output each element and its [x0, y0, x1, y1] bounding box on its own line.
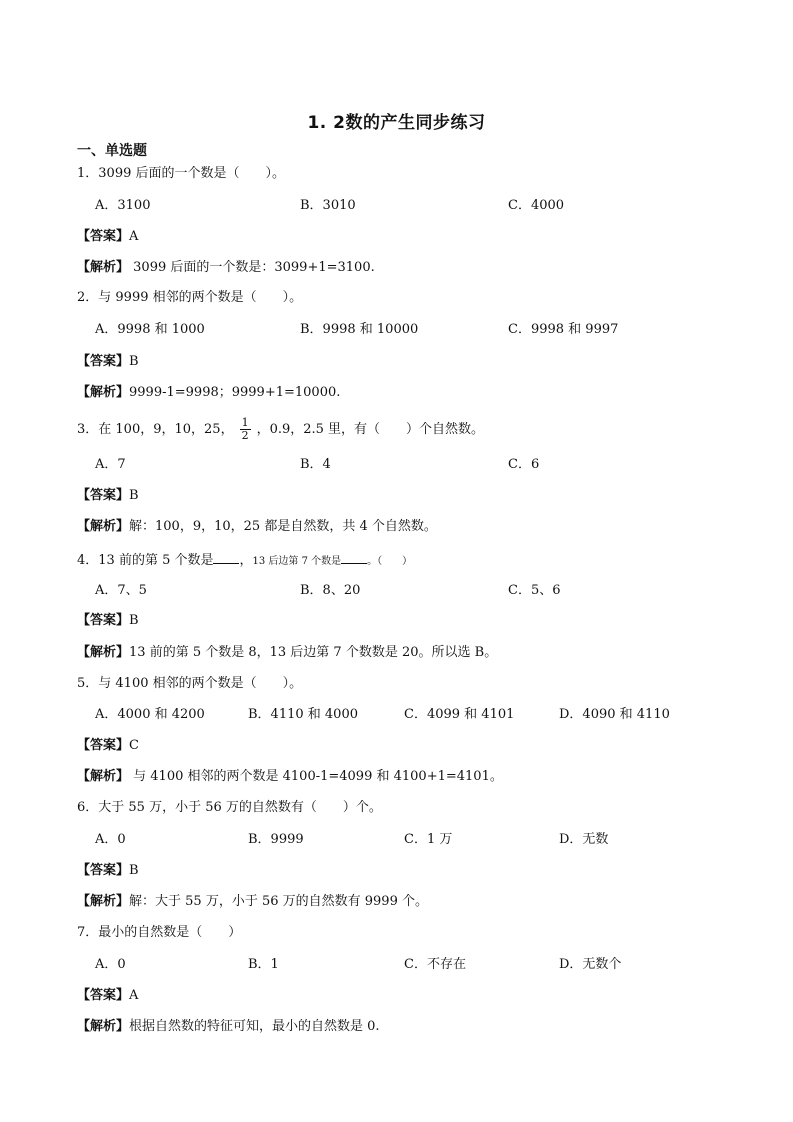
answer-value: A [129, 229, 139, 244]
option-b: B．3010 [300, 198, 356, 213]
analysis-text: 9999-1=9998；9999+1=10000. [129, 385, 341, 400]
option-c: C．4000 [508, 198, 565, 213]
answer-value: A [129, 988, 139, 1003]
option-b: B．4110 和 4000 [248, 707, 358, 722]
options-row [95, 321, 775, 339]
options-row [95, 582, 775, 600]
fraction-denominator: 2 [241, 429, 249, 442]
option-c: C．不存在 [404, 957, 466, 972]
option-c: C．6 [508, 457, 540, 472]
answer-label: 【答案】 [77, 863, 130, 878]
option-a: A．0 [95, 957, 126, 972]
analysis-text: 解：大于 55 万，小于 56 万的自然数有 9999 个。 [129, 894, 428, 909]
answer-label: 【答案】 [77, 354, 130, 369]
fill-blank [341, 550, 367, 564]
analysis-line [77, 893, 428, 911]
answer-value: B [129, 613, 139, 628]
option-c: C．1 万 [404, 832, 453, 847]
question-stem: 1．3099 后面的一个数是（ ）。 [77, 166, 285, 181]
option-b: B．1 [248, 957, 279, 972]
answer-label: 【答案】 [77, 613, 130, 628]
option-b: B．9999 [248, 832, 304, 847]
analysis-label: 【解析】 [77, 769, 130, 784]
analysis-label: 【解析】 [77, 519, 130, 534]
answer-label: 【答案】 [77, 988, 130, 1003]
stem-part: 4．13 前的第 5 个数是 [77, 553, 214, 568]
option-a: A．9998 和 1000 [95, 322, 205, 337]
options-row [95, 831, 775, 849]
analysis-line [77, 384, 340, 402]
stem-after-fraction: ，0.9，2.5 里，有（ ）个自然数。 [256, 422, 485, 437]
options-row [95, 706, 775, 724]
question-stem: 6．大于 55 万，小于 56 万的自然数有（ ）个。 [77, 800, 382, 815]
option-a: A．0 [95, 832, 126, 847]
answer-label: 【答案】 [77, 738, 130, 753]
question-stem: 5．与 4100 相邻的两个数是（ ）。 [77, 676, 303, 691]
answer-value: B [129, 488, 139, 503]
stem-before-fraction: 3．在 100，9，10，25， [77, 422, 234, 437]
answer-line [77, 862, 139, 880]
option-a: A．4000 和 4200 [95, 707, 205, 722]
question-stem [77, 550, 412, 571]
options-row [95, 956, 775, 974]
analysis-line [77, 644, 497, 662]
answer-line [77, 987, 138, 1005]
analysis-label: 【解析】 [77, 260, 130, 275]
analysis-text: 与 4100 相邻的两个数是 4100-1=4099 和 4100+1=4101。 [129, 769, 503, 784]
analysis-text: 3099 后面的一个数是：3099+1=3100. [129, 260, 375, 275]
question-stem: 2．与 9999 相邻的两个数是（ ）。 [77, 290, 303, 305]
answer-line [77, 612, 139, 630]
analysis-text: 解：100，9，10，25 都是自然数，共 4 个自然数。 [129, 519, 437, 534]
option-d: D．无数 [559, 832, 609, 847]
answer-label: 【答案】 [77, 229, 130, 244]
answer-value: B [129, 354, 139, 369]
stem-small-text: 13 后边第 7 个数是 [252, 556, 342, 567]
option-a: A．3100 [95, 198, 151, 213]
page-title: 1. 2数的产生同步练习 [307, 113, 486, 133]
answer-line [77, 487, 139, 505]
options-row [95, 456, 775, 474]
analysis-label: 【解析】 [77, 385, 130, 400]
question-stem: 7．最小的自然数是（ ） [77, 925, 242, 940]
option-b: B．8、20 [300, 583, 361, 598]
section-title: 一、单选题 [77, 143, 147, 159]
answer-line [77, 228, 138, 246]
analysis-text: 根据自然数的特征可知，最小的自然数是 0. [129, 1019, 380, 1034]
fraction-numerator: 1 [241, 416, 249, 429]
stem-part: 。（ ） [367, 556, 413, 567]
option-b: B．9998 和 10000 [300, 322, 419, 337]
answer-line [77, 353, 139, 371]
options-row [95, 197, 775, 215]
fill-blank [213, 550, 239, 564]
option-d: D．4090 和 4110 [559, 707, 670, 722]
answer-line [77, 737, 139, 755]
analysis-line [77, 768, 503, 786]
answer-label: 【答案】 [77, 488, 130, 503]
analysis-label: 【解析】 [77, 1019, 130, 1034]
analysis-line [77, 259, 375, 277]
option-c: C．5、6 [508, 583, 561, 598]
analysis-line [77, 518, 437, 536]
option-b: B．4 [300, 457, 331, 472]
analysis-label: 【解析】 [77, 645, 130, 660]
option-d: D．无数个 [559, 957, 622, 972]
option-a: A．7 [95, 457, 126, 472]
answer-value: B [129, 863, 139, 878]
analysis-text: 13 前的第 5 个数是 8，13 后边第 7 个数数是 20。所以选 B。 [129, 645, 498, 660]
fraction [240, 417, 251, 442]
option-c: C．9998 和 9997 [508, 322, 619, 337]
answer-value: C [129, 738, 139, 753]
analysis-line [77, 1018, 380, 1036]
question-stem [77, 416, 484, 444]
option-a: A．7、5 [95, 583, 147, 598]
stem-part: ， [239, 553, 253, 568]
analysis-label: 【解析】 [77, 894, 130, 909]
option-c: C．4099 和 4101 [404, 707, 515, 722]
